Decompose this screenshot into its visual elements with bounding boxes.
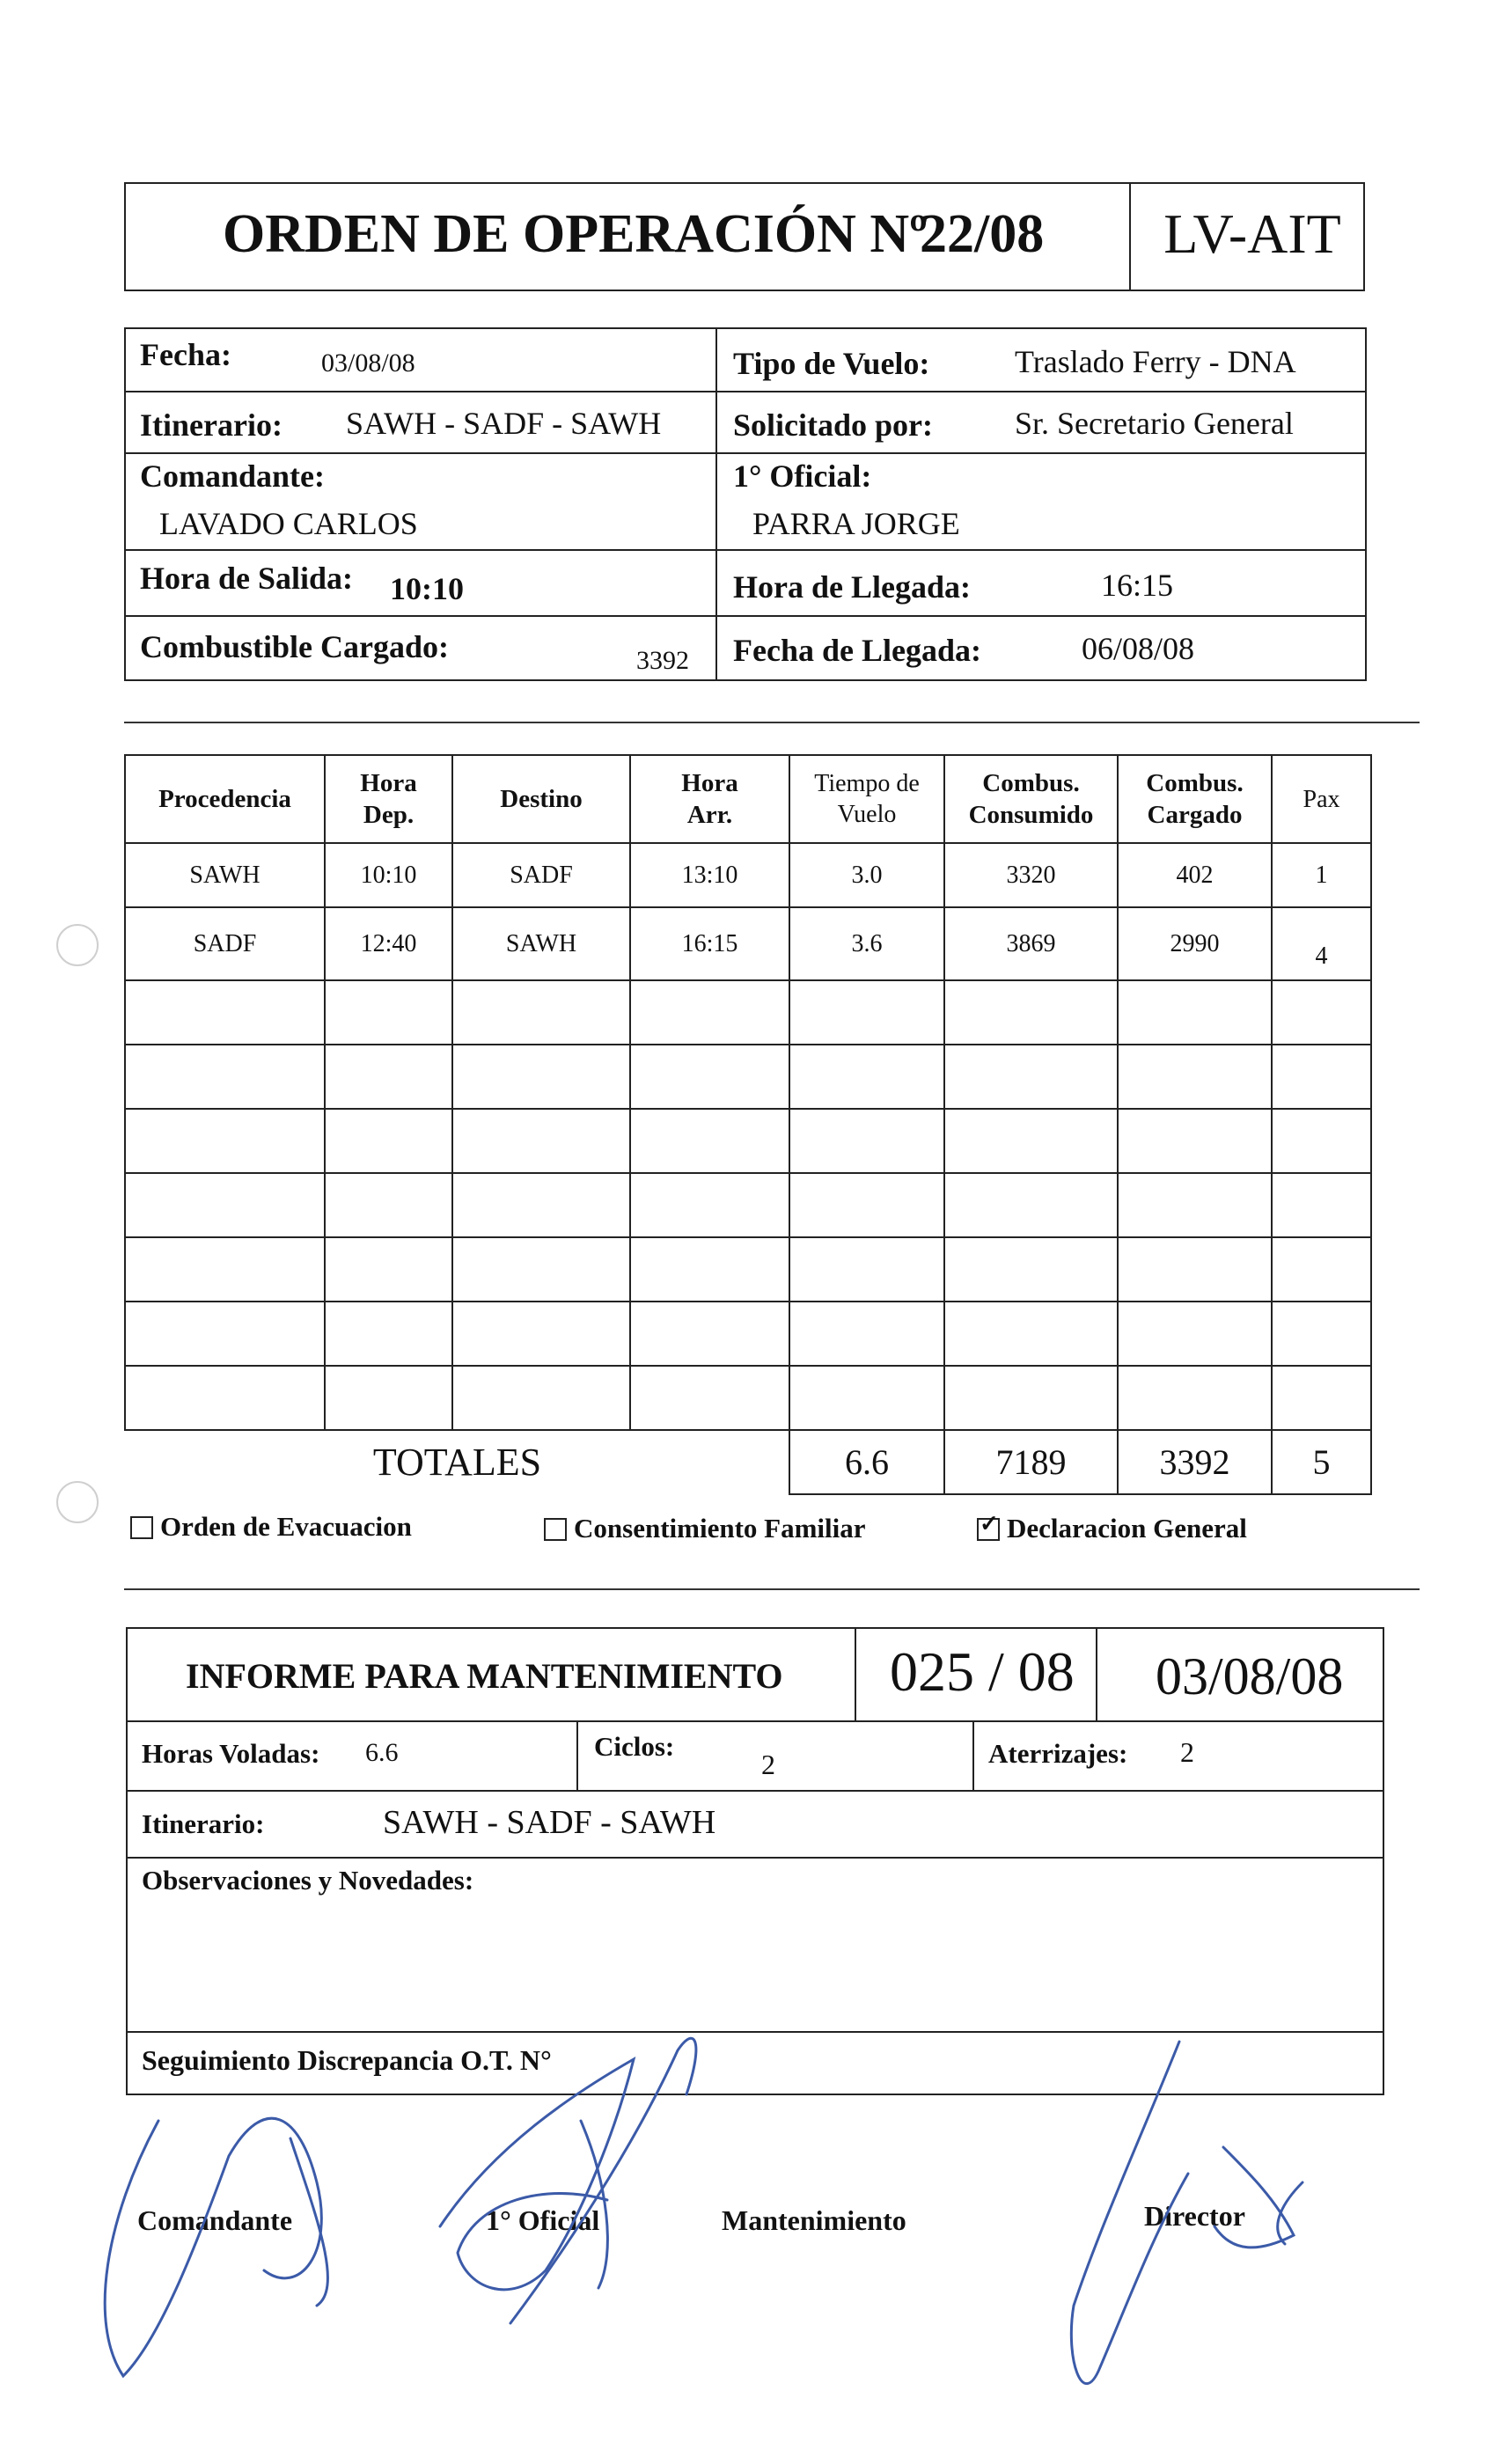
comandante-label: Comandante: <box>140 458 326 494</box>
tipo-vuelo-label: Tipo de Vuelo: <box>733 346 930 381</box>
cell-pax: 1 <box>1272 843 1371 907</box>
combustible-label: Combustible Cargado: <box>140 629 450 664</box>
hora-llegada-value: 16:15 <box>1101 568 1174 603</box>
ciclos-value: 2 <box>761 1749 775 1780</box>
aterrizajes-value: 2 <box>1180 1736 1194 1768</box>
hora-salida-label: Hora de Salida: <box>140 561 354 596</box>
comandante-value: LAVADO CARLOS <box>159 506 418 541</box>
col-hora-arr: Hora Arr. <box>630 755 789 843</box>
checkbox-declaracion-general[interactable]: ✓ Declaracion General <box>977 1513 1247 1544</box>
maintenance-title: INFORME PARA MANTENIMIENTO <box>186 1656 783 1696</box>
combustible-value: 3392 <box>636 646 689 675</box>
hora-salida-value: 10:10 <box>390 571 464 606</box>
cell-cargado: 402 <box>1118 843 1272 907</box>
oficial-label: 1° Oficial: <box>733 458 872 494</box>
col-pax: Pax <box>1272 755 1371 843</box>
aterrizajes-label: Aterrizajes: <box>988 1738 1128 1769</box>
cell-tiempo: 3.0 <box>789 843 944 907</box>
order-number: 22/08 <box>920 204 1045 264</box>
cell-pax: 4 <box>1272 907 1371 980</box>
cell-cargado: 2990 <box>1118 907 1272 980</box>
col-combus-consumido: Combus. Consumido <box>944 755 1118 843</box>
cell-hora-arr: 16:15 <box>630 907 789 980</box>
total-cargado: 3392 <box>1118 1430 1272 1494</box>
total-tiempo: 6.6 <box>789 1430 944 1494</box>
observaciones-label: Observaciones y Novedades: <box>142 1865 474 1896</box>
horas-voladas-value: 6.6 <box>365 1738 399 1767</box>
order-title: ORDEN DE OPERACIÓN Nº <box>223 204 928 264</box>
cell-destino: SADF <box>452 843 630 907</box>
horas-voladas-label: Horas Voladas: <box>142 1738 320 1769</box>
fecha-llegada-label: Fecha de Llegada: <box>733 633 981 668</box>
itinerario-label: Itinerario: <box>140 407 283 443</box>
col-procedencia: Procedencia <box>125 755 325 843</box>
cell-consumido: 3869 <box>944 907 1118 980</box>
total-consumido: 7189 <box>944 1430 1118 1494</box>
cell-hora-arr: 13:10 <box>630 843 789 907</box>
col-tiempo-vuelo: Tiempo de Vuelo <box>789 755 944 843</box>
solicitado-label: Solicitado por: <box>733 407 934 443</box>
ciclos-label: Ciclos: <box>594 1731 675 1762</box>
fecha-label: Fecha: <box>140 337 231 372</box>
col-destino: Destino <box>452 755 630 843</box>
itinerario-value: SAWH - SADF - SAWH <box>346 406 662 441</box>
maintenance-date: 03/08/08 <box>1156 1647 1344 1705</box>
oficial-value: PARRA JORGE <box>752 506 960 541</box>
cell-procedencia: SAWH <box>125 843 325 907</box>
hora-llegada-label: Hora de Llegada: <box>733 569 971 605</box>
cell-consumido: 3320 <box>944 843 1118 907</box>
cell-tiempo: 3.6 <box>789 907 944 980</box>
checkbox-orden-evacuacion[interactable]: Orden de Evacuacion <box>130 1511 412 1543</box>
signature-comandante-label: Comandante <box>137 2204 293 2236</box>
signature-oficial-label: 1° Oficial <box>486 2204 600 2236</box>
maintenance-number: 025 / 08 <box>890 1640 1075 1703</box>
maint-itinerario-label: Itinerario: <box>142 1808 265 1839</box>
cell-hora-dep: 12:40 <box>325 907 452 980</box>
cell-procedencia: SADF <box>125 907 325 980</box>
checkbox-consentimiento-familiar[interactable]: Consentimiento Familiar <box>544 1513 866 1544</box>
totals-label: TOTALES <box>125 1430 789 1494</box>
total-pax: 5 <box>1272 1430 1371 1494</box>
aircraft-registration: LV-AIT <box>1163 202 1341 265</box>
col-combus-cargado: Combus. Cargado <box>1118 755 1272 843</box>
signature-mantenimiento-label: Mantenimiento <box>722 2204 906 2236</box>
col-hora-dep: Hora Dep. <box>325 755 452 843</box>
seguimiento-label: Seguimiento Discrepancia O.T. N° <box>142 2044 552 2076</box>
signature-director-label: Director <box>1144 2200 1245 2232</box>
tipo-vuelo-value: Traslado Ferry - DNA <box>1015 344 1296 379</box>
cell-hora-dep: 10:10 <box>325 843 452 907</box>
maint-itinerario-value: SAWH - SADF - SAWH <box>383 1804 716 1841</box>
fecha-llegada-value: 06/08/08 <box>1082 631 1195 666</box>
fecha-value: 03/08/08 <box>321 348 415 378</box>
cell-destino: SAWH <box>452 907 630 980</box>
solicitado-value: Sr. Secretario General <box>1015 406 1294 441</box>
